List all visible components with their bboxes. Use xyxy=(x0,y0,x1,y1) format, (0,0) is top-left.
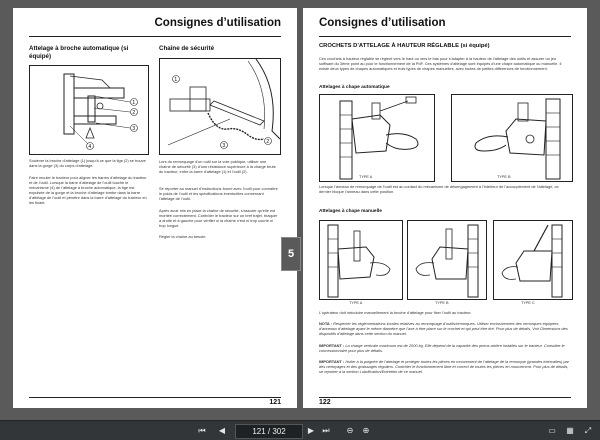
fullscreen-button[interactable] xyxy=(582,424,594,437)
figure-safety-chain xyxy=(159,58,281,155)
nota-label: NOTA : xyxy=(319,321,332,326)
adjustable-hooks-intro: Ces crochets à hauteur réglable se règlent vers le haut ou vers le bas pour s’adapter à la hauteur de l’attelage des outils et assurer un jeu suffisant du 3ème point au pour le fonctionnement de la PdF. Ces systèmes d’attelage sont équipés d’une chape automatique ou manuelle. Il existe deux types de chapes automatiques et trois types de chapes manuelles, avec toutes de petites différences de fonctionnement. xyxy=(319,56,562,71)
header-rule xyxy=(29,36,281,37)
svg-text:3: 3 xyxy=(132,126,136,132)
previous-page-icon: ◀ xyxy=(218,426,226,435)
manual-hitch-note: L’opérateur doit introduire manuellement la broche d’attelage pour fixer l’outil au tracteur. xyxy=(319,310,472,315)
page-number: 121 xyxy=(269,399,281,406)
important-label: IMPORTANT : xyxy=(319,359,345,364)
caption-type-b: TYPE B xyxy=(497,175,511,179)
page-title: Consignes d’utilisation xyxy=(154,17,281,29)
caption-type-a: TYPE A xyxy=(359,175,373,179)
header-rule xyxy=(319,36,571,37)
figure-manual-type-c xyxy=(493,220,573,300)
safety-chain-paragraph-3: Après avoir mis en place la chaîne de sécurité, s’assurer qu’elle est montée correctement. Contrôler le tracteur sur un bref trajet, braquer à droite et à gauche pour vérifier si la chaîne n’est ni trop courte ni trop longue. xyxy=(159,208,278,228)
svg-text:2: 2 xyxy=(266,139,270,145)
section-heading-automatic-pin: Attelage à broche automatique (si équipé) xyxy=(29,45,129,60)
figure-manual-type-b xyxy=(407,220,487,300)
important-block-2 xyxy=(319,359,571,374)
svg-text:2: 2 xyxy=(132,110,136,116)
zoom-out-button[interactable] xyxy=(344,424,356,437)
svg-text:4: 4 xyxy=(88,144,92,150)
svg-text:1: 1 xyxy=(174,77,178,83)
footer-rule xyxy=(29,397,281,398)
fullscreen-icon: ⤢ xyxy=(584,425,592,435)
important-label: IMPORTANT : xyxy=(319,343,345,348)
last-page-button[interactable] xyxy=(320,424,332,437)
first-page-icon: ⏮ xyxy=(198,425,206,435)
nota-text: Respecter les réglementations locales relatives au remorquage d’outils/remorques. Utiliser exclusivement des remorques équipées d’anneaux d’attelage ayant le même diamètre que l’axe à être placé sur le crochet et qui peut être tiré. Pour plus de détails, Voir Dimensions des dispositifs d’attelage dans cette section du manuel. xyxy=(319,321,568,336)
svg-text:1: 1 xyxy=(132,100,136,106)
grid-view-icon: ▦ xyxy=(566,426,574,435)
section-heading-safety-chain: Chaîne de sécurité xyxy=(159,45,215,52)
grid-view-button[interactable] xyxy=(564,424,576,437)
automatic-pin-step-1: Soulever la broche d’attelage (1) jusqu’à ce que la tige (2) se trouve dans la gorge (3) du corps d’attelage. xyxy=(29,158,146,168)
next-page-button[interactable] xyxy=(305,424,317,437)
next-page-icon: ▶ xyxy=(307,426,315,435)
svg-text:3: 3 xyxy=(222,143,226,149)
caption-manual-type-a: TYPE A xyxy=(349,301,363,305)
important-text: Huiler à la poignée de l’attelage et protéger toutes les pièces en mouvement de l’attelage de la remorque (grandes intervalles) par des nettoyages et des graissages réguliers. Contrôler le fonctionnement libre et correct de toutes les pièces en mouvement. Pour plus de détails, se reporter à la section Lubrification/Entretien de ce manuel. xyxy=(319,359,569,374)
viewer-toolbar xyxy=(0,420,600,440)
figure-auto-type-a xyxy=(319,94,435,182)
section-heading-adjustable-hooks: CROCHETS D’ATTELAGE À HAUTEUR RÉGLABLE (si équipé) xyxy=(319,43,490,49)
caption-manual-type-c: TYPE C xyxy=(521,301,535,305)
page-121 xyxy=(13,8,297,408)
safety-chain-paragraph-4: Régler la chaîne au besoin. xyxy=(159,234,207,239)
page-number: 122 xyxy=(319,399,331,406)
zoom-in-button[interactable] xyxy=(360,424,372,437)
figure-automatic-pin xyxy=(29,65,149,155)
manual-hitch-heading: Attelages à chape manuelle xyxy=(319,209,382,214)
important-block-1 xyxy=(319,343,571,353)
section-tab: 5 xyxy=(281,237,301,271)
first-page-button[interactable] xyxy=(196,424,208,437)
auto-hitch-heading: Attelages à chape automatique xyxy=(319,85,390,90)
fit-page-button[interactable] xyxy=(546,424,558,437)
safety-chain-paragraph-1: Lors du remorquage d’un outil sur la voie publique, utiliser une chaîne de sécurité (3) d’une résistance supérieure à la charge brute du tracteur, entre la barre d’attelage (1) et l’outil (2). xyxy=(159,159,276,174)
footer-rule xyxy=(319,397,571,398)
figure-manual-type-a xyxy=(319,220,403,300)
important-text: La charge verticale maximum est de 2000 kg. Elle dépend de la capacité des pneus arrière installés sur le tracteur. Consulter le concessionnaire pour plus de détails. xyxy=(319,343,565,353)
caption-manual-type-b: TYPE B xyxy=(435,301,449,305)
safety-chain-paragraph-2: Se reporter au manuel d’instructions fourni avec l’outil pour connaître le poids de l’outil et les spécifications éventuelles concernant l’attelage de l’outil. xyxy=(159,186,278,201)
page-number-input[interactable]: 121 / 302 xyxy=(235,424,303,439)
zoom-in-icon: ⊕ xyxy=(362,426,370,435)
page-122 xyxy=(303,8,587,408)
auto-hitch-note: Lorsque l’anneau de remorquage de l’outil est au contact du mécanisme de désengagement à l’intérieur de l’accouplement de l’attelage, ce dernier bloque l’anneau dans cette position. xyxy=(319,184,559,194)
fit-page-icon: ▭ xyxy=(548,426,556,435)
nota-block xyxy=(319,321,571,336)
page-title: Consignes d’utilisation xyxy=(319,17,446,29)
previous-page-button[interactable] xyxy=(216,424,228,437)
zoom-out-icon: ⊖ xyxy=(346,426,354,435)
automatic-pin-step-2: Faire reculer le tracteur pour aligner les barres d’attelage du tracteur et de l’outil. Lorsque la barre d’attelage de l’outil touche le mécanisme (4) de l’attelage à broche automatique, la tige est expulsée de la gorge et la broche d’attelage tombe dans la barre d’attelage de l’outil et pénètre dans la barre d’attelage du tracteur en les fixant. xyxy=(29,175,147,205)
last-page-icon: ⏭ xyxy=(322,425,330,435)
figure-auto-type-b xyxy=(451,94,573,182)
